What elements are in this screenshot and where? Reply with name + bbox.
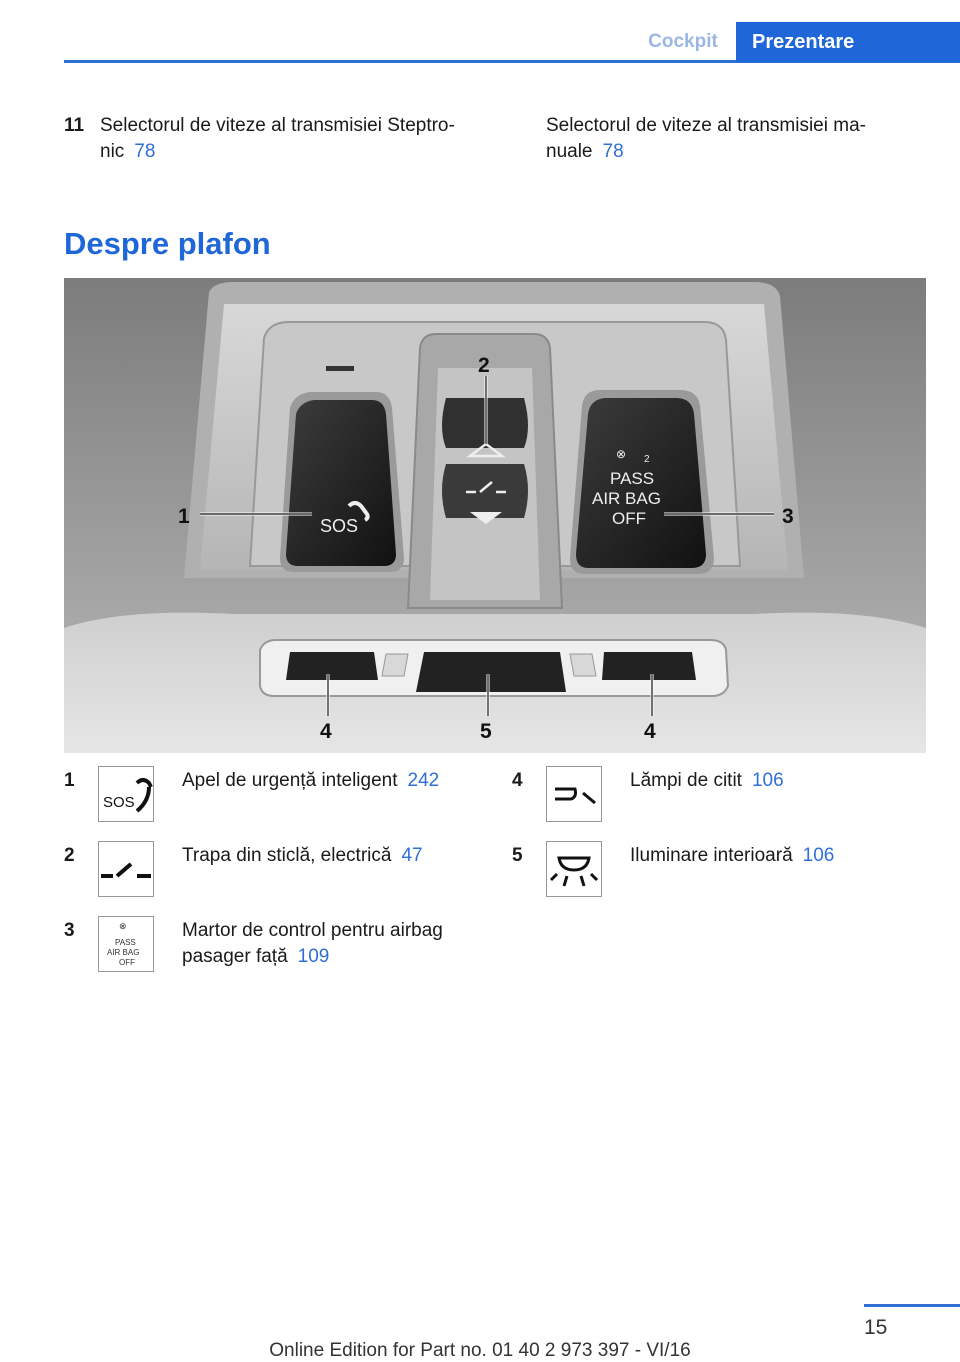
svg-text:AIR BAG: AIR BAG bbox=[107, 948, 140, 957]
page-number: 15 bbox=[864, 1316, 888, 1339]
airbag-text-line-2: AIR BAG bbox=[592, 489, 661, 508]
reading-lamp-left bbox=[286, 652, 378, 680]
legend-label-wrap bbox=[182, 918, 482, 970]
page-ref-link[interactable]: 47 bbox=[401, 845, 423, 866]
svg-text:⊗: ⊗ bbox=[119, 921, 127, 931]
legend-label: Martor de control pentru airbag pasager față bbox=[182, 920, 443, 967]
legend-number: 3 bbox=[64, 920, 75, 941]
item-text: Selectorul de viteze al transmisiei Steptro-nic bbox=[100, 115, 455, 162]
roof-console-photo bbox=[64, 278, 926, 753]
legend-label-wrap bbox=[182, 768, 482, 794]
svg-text:⊗: ⊗ bbox=[616, 447, 627, 461]
callout-4-left: 4 bbox=[320, 720, 332, 743]
interior-light-icon bbox=[546, 841, 602, 897]
legend-item-1 bbox=[64, 768, 484, 824]
svg-text:PASS: PASS bbox=[115, 938, 136, 947]
sos-button bbox=[280, 392, 404, 572]
page-ref-link[interactable]: 78 bbox=[602, 141, 624, 162]
page-ref-link[interactable]: 106 bbox=[802, 845, 835, 866]
callout-3: 3 bbox=[782, 505, 794, 528]
legend-number: 4 bbox=[512, 770, 523, 791]
edition-footer: Online Edition for Part no. 01 40 2 973 397 - VI/16 bbox=[269, 1340, 691, 1361]
reading-lamp-right bbox=[602, 652, 696, 680]
legend-label: Lămpi de citit bbox=[630, 770, 742, 791]
page-ref-link[interactable]: 109 bbox=[297, 946, 330, 967]
sos-button-text: SOS bbox=[320, 516, 359, 536]
svg-text:SOS: SOS bbox=[103, 794, 135, 811]
callout-1: 1 bbox=[178, 505, 190, 528]
page-ref-link[interactable]: 242 bbox=[407, 770, 440, 791]
airbag-text-line-3: OFF bbox=[612, 509, 646, 528]
legend-number: 1 bbox=[64, 770, 75, 791]
sos-icon bbox=[98, 766, 154, 822]
callout-5: 5 bbox=[480, 720, 492, 743]
airbag-text-line-1: PASS bbox=[610, 469, 655, 488]
airbag-off-button bbox=[570, 390, 714, 574]
legend-label-wrap bbox=[630, 768, 930, 794]
legend-label: Apel de urgență inteligent bbox=[182, 770, 398, 791]
legend-item-5 bbox=[512, 843, 932, 899]
item-11 bbox=[64, 113, 484, 165]
legend-label: Iluminare interioară bbox=[630, 845, 793, 866]
page-number-rule bbox=[864, 1304, 960, 1307]
legend-number: 5 bbox=[512, 845, 523, 866]
tab-prezentare[interactable]: Prezentare bbox=[736, 22, 960, 62]
interior-light-button bbox=[416, 652, 566, 692]
section-title: Despre plafon bbox=[64, 226, 271, 261]
svg-text:2: 2 bbox=[644, 454, 650, 465]
sunroof-icon bbox=[98, 841, 154, 897]
item-text: Selectorul de viteze al transmisiei ma-nuale bbox=[546, 115, 866, 162]
page-ref-link[interactable]: 106 bbox=[751, 770, 784, 791]
callout-2: 2 bbox=[478, 354, 490, 377]
tab-cockpit[interactable]: Cockpit bbox=[648, 31, 718, 52]
legend-item-2 bbox=[64, 843, 484, 899]
airbag-off-icon bbox=[98, 916, 154, 972]
legend-label: Trapa din sticlă, electrică bbox=[182, 845, 392, 866]
legend-item-4 bbox=[512, 768, 932, 824]
legend-label-wrap bbox=[182, 843, 482, 869]
reading-lamp-icon bbox=[546, 766, 602, 822]
callout-4-right: 4 bbox=[644, 720, 656, 743]
svg-text:OFF: OFF bbox=[119, 958, 135, 967]
item-number: 11 bbox=[64, 115, 85, 136]
legend-label-wrap bbox=[630, 843, 930, 869]
legend-number: 2 bbox=[64, 845, 75, 866]
legend-item-3 bbox=[64, 918, 484, 974]
item-manual-shifter bbox=[546, 113, 906, 165]
page-ref-link[interactable]: 78 bbox=[134, 141, 156, 162]
